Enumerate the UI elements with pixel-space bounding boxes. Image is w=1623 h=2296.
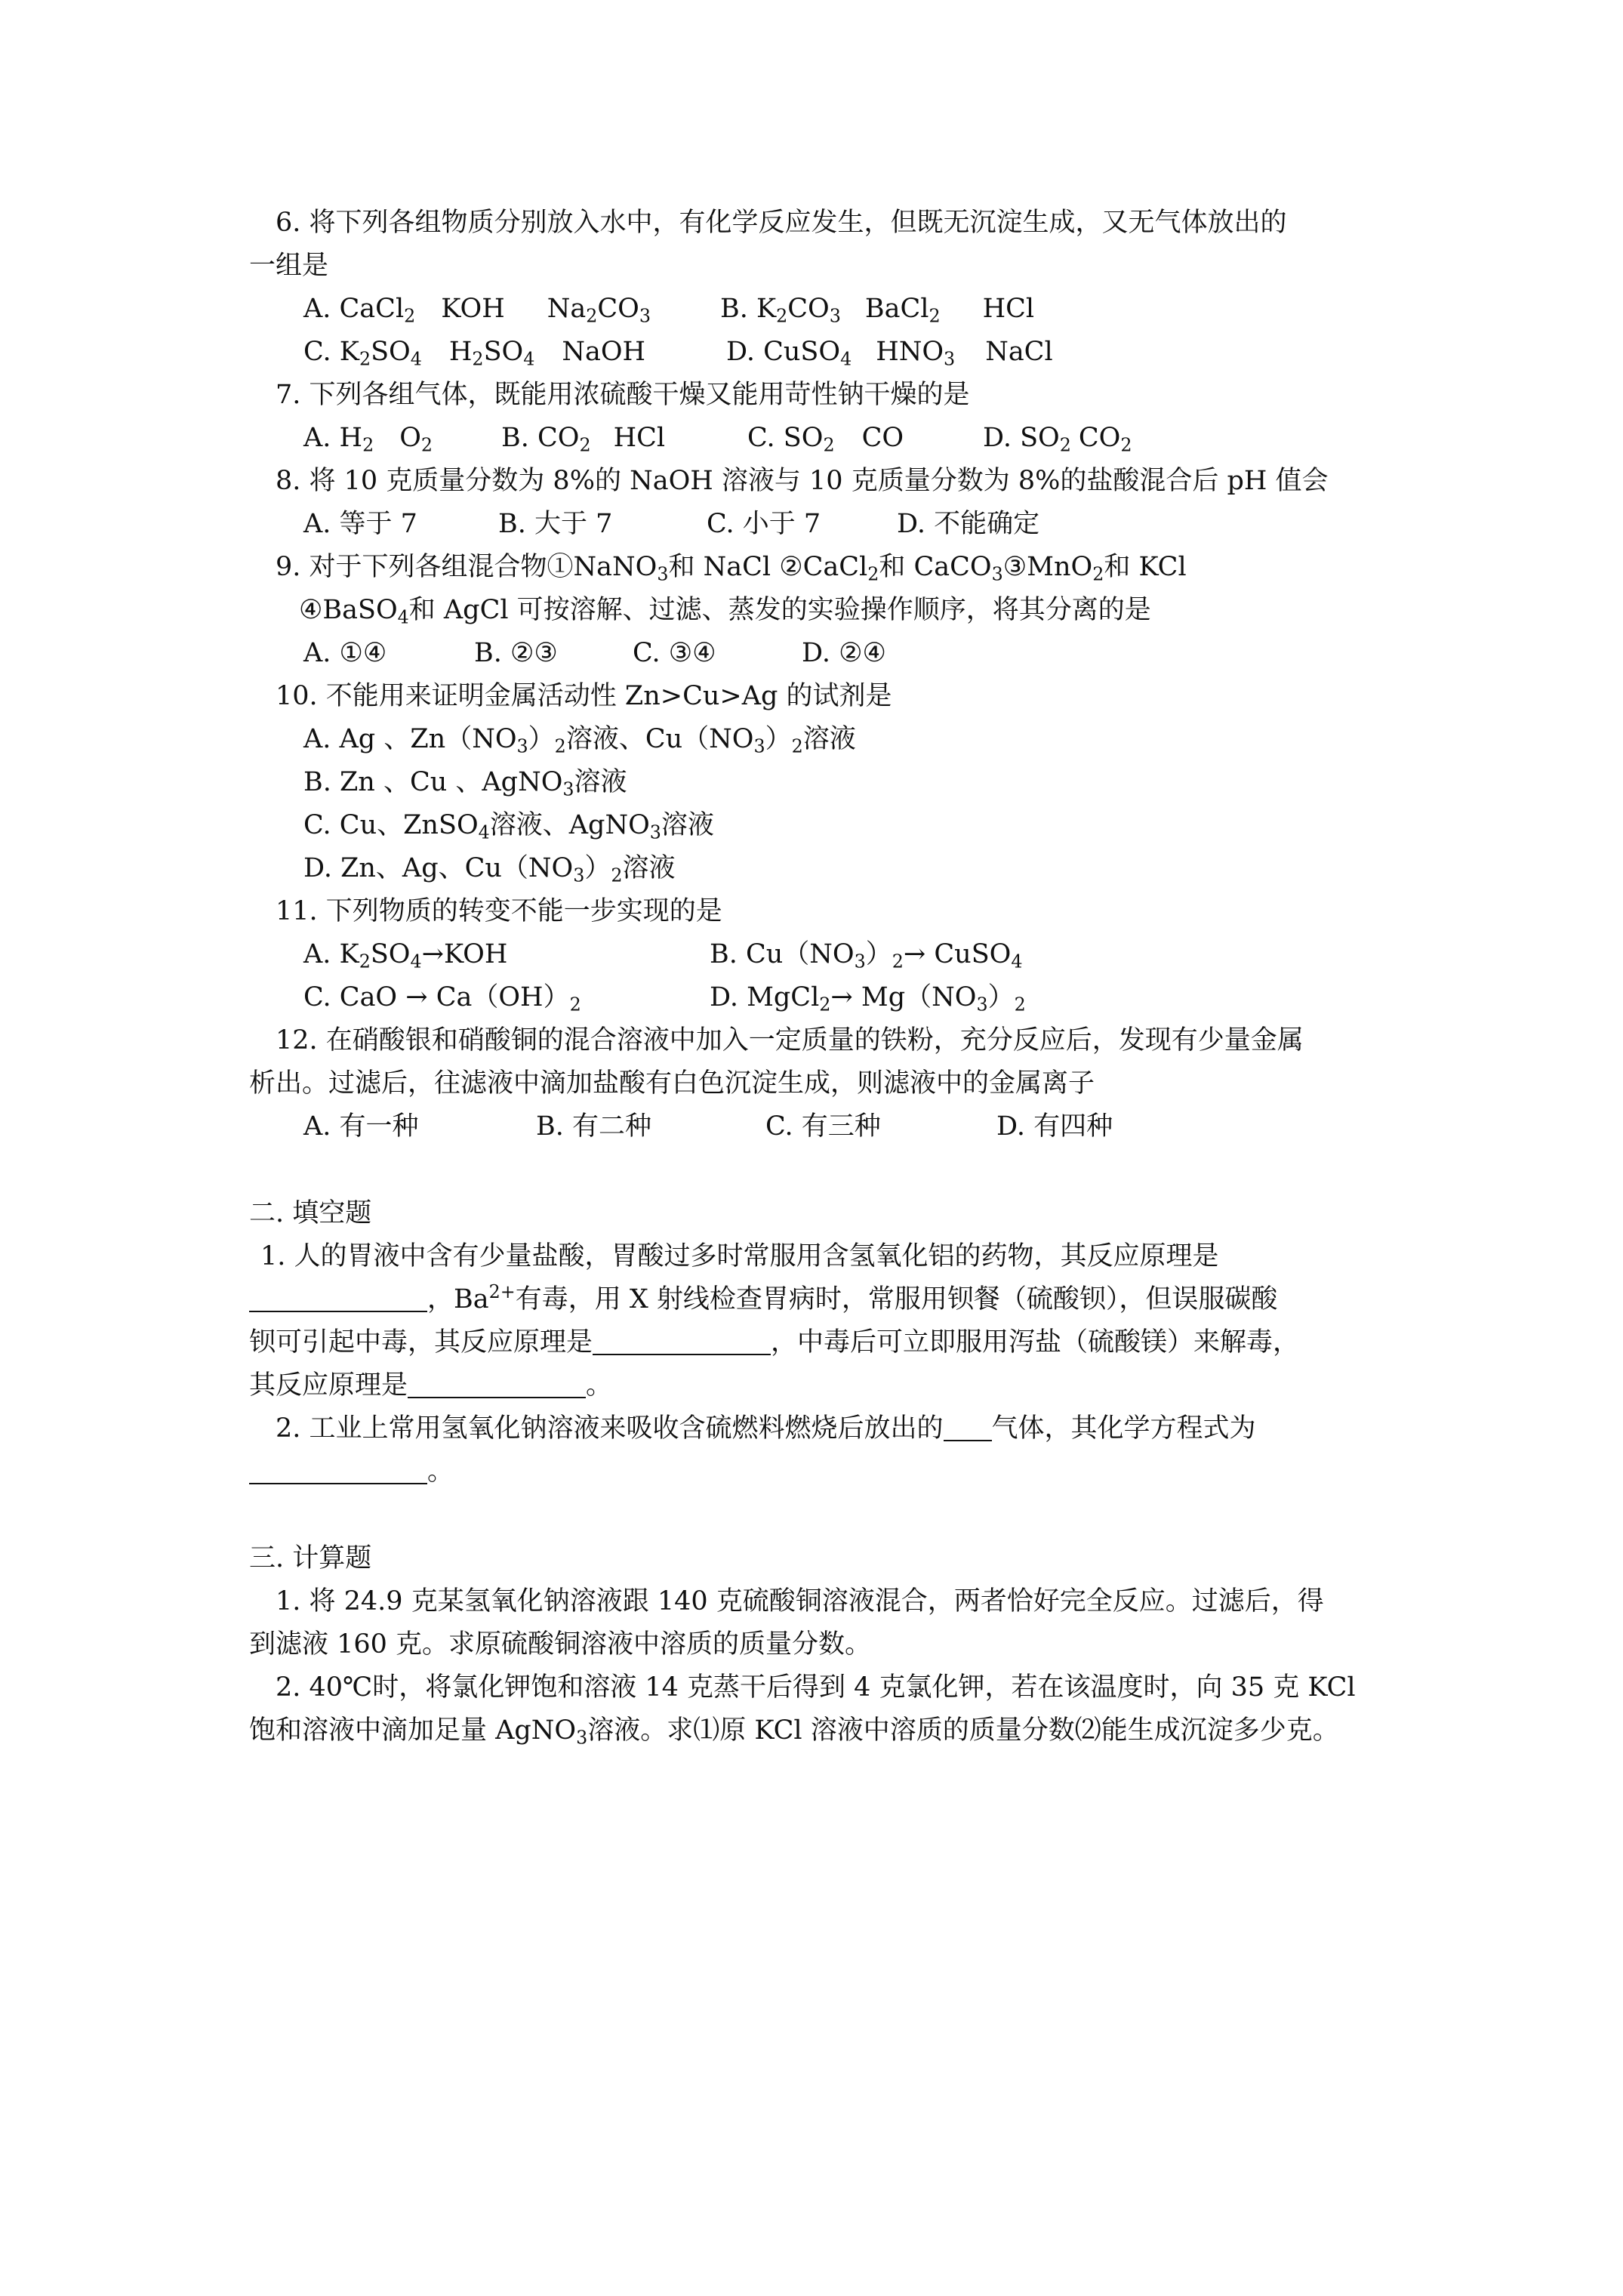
q6-option-d: D. CuSO$_4$ $HNO_3$ NaCl [726,337,1053,370]
q9-option-c: C. ③④ [633,638,716,668]
q12-option-a: A. 有一种 [303,1111,419,1142]
q10-stem: 10. 不能用来证明金属活动性 Zn>Cu>Ag 的试剂是 [276,681,892,711]
section3-q2-line2: 饱和溶液中滴加足量 AgNO$_3$溶液。求⑴原 KCl 溶液中溶质的质量分数⑵能生成沉淀多少克。 [249,1715,1339,1749]
section2-title: 二. 填空题 [249,1198,372,1228]
section2-q1-line3: 钡可引起中毒，其反应原理是 ，中毒后可立即服用泻盐（硫酸镁）来解毒， [249,1327,1300,1358]
section3-q2-line1: 2. 40℃时，将氯化钾饱和溶液 14 克蒸干后得到 4 克氯化钾，若在该温度时，向 35 克 KCl [276,1672,1356,1703]
q11-option-a: A. $K_2SO_4\to KOH$ [303,939,508,972]
answer-blank-5[interactable] [249,1459,427,1484]
q8-stem: 8. 将 10 克质量分数为 8%的 NaOH 溶液与 10 克质量分数为 8%的盐酸混合后 pH 值会 [276,466,1329,496]
q12-option-d: D. 有四种 [996,1111,1113,1142]
q7-stem: 7. 下列各组气体，既能用浓硫酸干燥又能用苛性钠干燥的是 [276,380,970,410]
q8-option-a: A. 等于 7 [303,509,417,539]
q9-stem: 9. 对于下列各组混合物①NaNO$_3$和 NaCl ②CaCl$_2$和 CaCO$_3$③MnO$_2$和 KCl [276,552,1187,585]
q7-option-a: A. $H_2$ $O_2$ [303,423,433,456]
q11-stem: 11. 下列物质的转变不能一步实现的是 [276,896,722,926]
q7-option-b: B. $CO_2$ HCl [501,423,666,456]
q10-option-c: C. Cu、ZnSO$_4$溶液、AgNO$_3$溶液 [303,810,714,843]
q9-option-b: B. ②③ [474,638,558,668]
q7-option-c: C. $SO_2$ CO [747,423,904,456]
q6-option-c: C. $K_2SO_4$ $H_2SO_4$ NaOH [303,337,646,370]
q12-option-b: B. 有二种 [536,1111,651,1142]
q10-option-b: B. Zn 、Cu 、AgNO$_3$溶液 [303,767,627,800]
q9-option-d: D. ②④ [802,638,886,668]
q11-option-c: C. CaO → $Ca(OH)_2$ [303,982,581,1015]
q8-option-c: C. 小于 7 [707,509,821,539]
q6-option-b: B. $K_2CO_3$ BaCl$_2$ HCl [720,294,1035,327]
q11-option-b: B. $Cu(NO_3)_2\to$ CuSO$_4$ [710,939,1023,972]
section3-q1-line1: 1. 将 24.9 克某氢氧化钠溶液跟 140 克硫酸铜溶液混合，两者恰好完全反应。过滤后，得 [276,1586,1324,1616]
q12-stem: 12. 在硝酸银和硝酸铜的混合溶液中加入一定质量的铁粉，充分反应后，发现有少量金属 [276,1025,1304,1056]
section2-q1-line4: 其反应原理是 。 [249,1370,613,1401]
q8-option-b: B. 大于 7 [498,509,613,539]
section3-q1-line2: 到滤液 160 克。求原硫酸铜溶液中溶质的质量分数。 [249,1629,872,1660]
q7-option-d: D. $SO_2$ $CO_2$ [983,423,1132,456]
section2-q1-line2: ，$Ba^{2+}$有毒，用 X 射线检查胃病时，常服用钡餐（硫酸钡），但误服碳酸 [249,1287,1277,1313]
q10-option-d: D. Zn、Ag、$Cu(NO_3)_2$溶液 [303,853,676,886]
answer-blank-1[interactable] [249,1287,427,1312]
q10-option-a: A. Ag 、$Zn(NO_3)_2$溶液、$Cu(NO_3)_2$溶液 [303,724,856,757]
section2-q2-line1: 2. 工业上常用氢氧化钠溶液来吸收含硫燃料燃烧后放出的 气体，其化学方程式为 [276,1413,1256,1444]
section2-q2-line2: 。 [249,1459,454,1485]
q12-stem-cont: 析出。过滤后，往滤液中滴加盐酸有白色沉淀生成，则滤液中的金属离子 [249,1068,1095,1099]
answer-blank-3[interactable] [408,1373,586,1398]
q12-option-c: C. 有三种 [765,1111,881,1142]
section3-title: 三. 计算题 [249,1543,372,1573]
q9-option-a: A. ①④ [303,638,387,668]
q8-option-d: D. 不能确定 [897,509,1040,539]
answer-blank-4[interactable] [944,1416,992,1441]
q6-option-a: A. CaCl$_2$ KOH $Na_2CO_3$ [303,294,651,327]
q6-stem-cont: 一组是 [249,251,329,281]
q9-stem-cont: ④BaSO$_4$和 AgCl 可按溶解、过滤、蒸发的实验操作顺序，将其分离的是 [299,595,1151,628]
q11-option-d: D. MgCl$_2$→ $Mg(NO_3)_2$ [710,982,1026,1015]
q6-stem: 6. 将下列各组物质分别放入水中，有化学反应发生，但既无沉淀生成，又无气体放出的 [276,208,1287,238]
answer-blank-2[interactable] [593,1330,771,1355]
section2-q1-line1: 1. 人的胃液中含有少量盐酸，胃酸过多时常服用含氢氧化铝的药物，其反应原理是 [260,1241,1219,1271]
